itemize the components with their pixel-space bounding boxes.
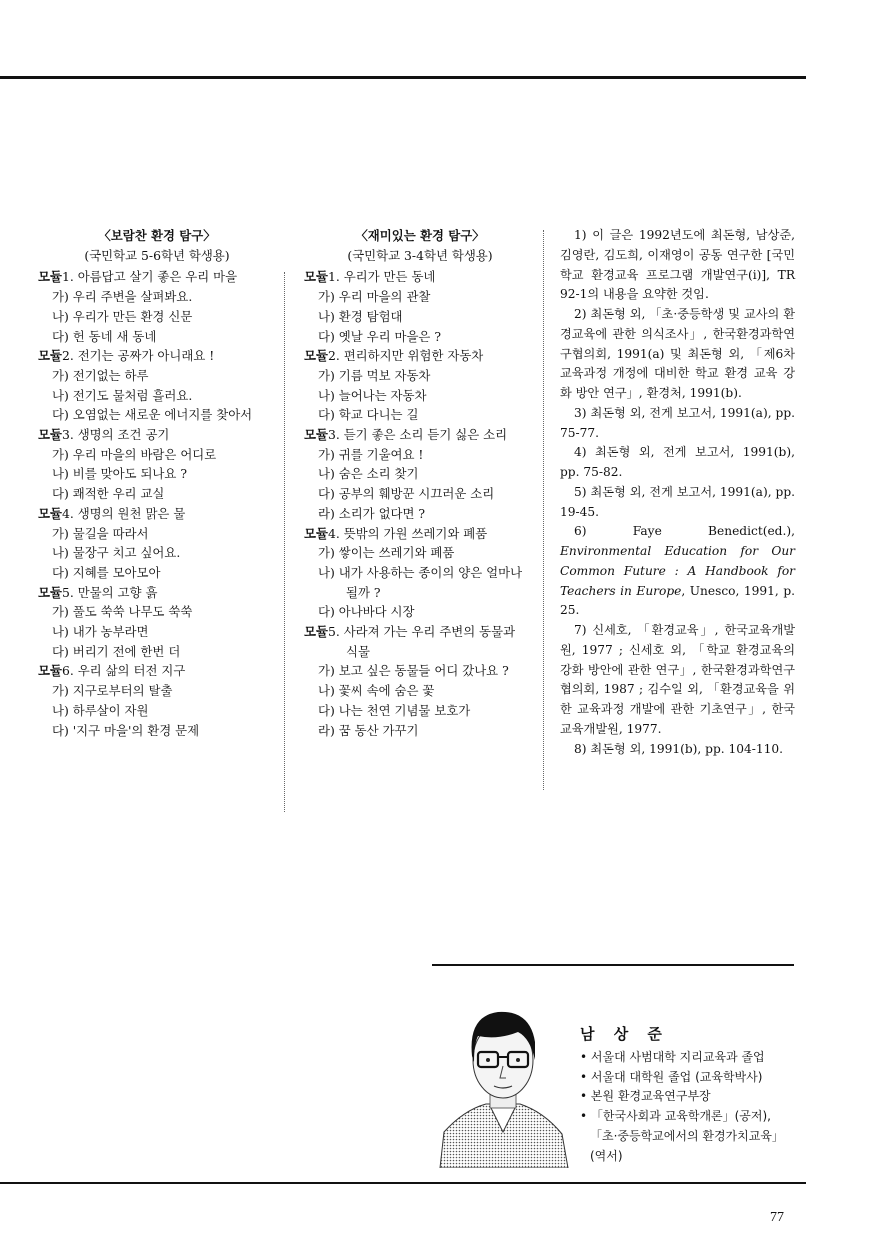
module-item: 가) 전기없는 하루 [52, 367, 149, 383]
module-title: 4. 뜻밖의 가원 쓰레기와 폐품 [327, 525, 488, 541]
page-number: 77 [770, 1210, 784, 1225]
module-item: 나) 늘어나는 자동차 [318, 387, 427, 403]
footnote: 1) 이 글은 1992년도에 최돈형, 남상준, 김영란, 김도희, 이재영이 공동 연구한 [국민학교 환경교육 프로그램 개발연구(i)], TR 92-1의 내용을 요약한 것임. [560, 228, 795, 302]
footnote-book-title: Environmental Education for Our Common Future : A Handbook for Teachers in Europe [560, 544, 795, 598]
module-item: 다) '지구 마을'의 환경 문제 [52, 722, 200, 738]
module-label: 모듈 [304, 348, 328, 364]
column-divider [284, 272, 285, 812]
module-title: 5. 사라져 가는 우리 주변의 동물과 [327, 624, 516, 640]
bio-line: 「초·중등학교에서의 환경가치교육」 [590, 1128, 784, 1143]
module-item: 가) 우리 마을의 바람은 어디로 [52, 446, 217, 462]
module-item: 나) 비를 맞아도 되나요 ? [52, 466, 187, 482]
module-item: 라) 소리가 없다면 ? [318, 505, 426, 521]
module-lines [38, 267, 276, 740]
module-item: 가) 귀를 기울여요 ! [318, 446, 424, 462]
module-title: 1. 우리가 만든 동네 [327, 269, 436, 285]
module-item: 나) 환경 탐험대 [318, 308, 403, 324]
column-divider [543, 230, 544, 790]
module-item: 가) 보고 싶은 동물들 어디 갔나요 ? [318, 663, 509, 679]
column-subtitle: (국민학교 5-6학년 학생용) [84, 247, 230, 263]
module-item: 다) 옛날 우리 마을은 ? [318, 328, 441, 344]
module-item: 나) 내가 농부라면 [52, 624, 149, 640]
module-title: 3. 듣기 좋은 소리 듣기 싫은 소리 [327, 427, 508, 443]
bio-line: • 「한국사회과 교육학개론」(공저), [580, 1109, 771, 1124]
module-item: 가) 우리 마을의 관찰 [318, 289, 431, 305]
module-item: 다) 공부의 훼방꾼 시끄러운 소리 [318, 486, 495, 502]
bio-line: (역서) [590, 1148, 623, 1163]
author-name: 남 상 준 [580, 1025, 669, 1043]
module-heading [304, 524, 536, 544]
module-heading [38, 267, 276, 287]
module-item: 다) 학교 다니는 길 [318, 407, 419, 423]
module-title: 4. 생명의 원천 맑은 물 [61, 505, 186, 521]
module-title: 3. 생명의 조건 공기 [61, 427, 170, 443]
module-label: 모듈 [38, 663, 62, 679]
module-item: 나) 하루살이 자원 [52, 702, 149, 718]
column-subtitle: (국민학교 3-4학년 학생용) [347, 247, 493, 263]
module-item: 나) 우리가 만든 환경 신문 [52, 308, 193, 324]
footnotes [560, 226, 795, 759]
footnote: 5) 최돈형 외, 전게 보고서, 1991(a), pp. 19-45. [560, 484, 795, 519]
module-item: 다) 아나바다 시장 [318, 604, 415, 620]
module-item: 식물 [346, 643, 370, 659]
module-heading [38, 504, 276, 524]
module-item: 가) 풀도 쑥쑥 나무도 쑥쑥 [52, 604, 193, 620]
bio-rule [432, 964, 794, 966]
footnote [560, 522, 795, 621]
module-title: 2. 편리하지만 위험한 자동차 [327, 348, 484, 364]
module-item: 가) 지구로부터의 탈출 [52, 683, 173, 699]
module-label: 모듈 [304, 427, 328, 443]
module-item: 나) 전기도 물처럼 흘러요. [52, 387, 193, 403]
module-title: 1. 아름답고 살기 좋은 우리 마을 [61, 269, 238, 285]
module-item: 나) 꽃씨 속에 숨은 꽃 [318, 683, 435, 699]
module-item: 가) 우리 주변을 살펴봐요. [52, 289, 193, 305]
module-label: 모듈 [38, 584, 62, 600]
bio-line: • 서울대 사범대학 지리교육과 졸업 [580, 1049, 765, 1064]
module-item: 다) 버리기 전에 한번 더 [52, 643, 181, 659]
footnote: 8) 최돈형 외, 1991(b), pp. 104-110. [574, 741, 784, 756]
column-title: 〈재미있는 환경 탐구〉 [355, 228, 485, 243]
module-label: 모듈 [304, 525, 328, 541]
footnote-text: 6) Faye Benedict(ed.), [574, 524, 795, 539]
module-item: 가) 쌓이는 쓰레기와 폐품 [318, 545, 455, 561]
module-heading [38, 425, 276, 445]
module-item: 다) 오염없는 새로운 에너지를 찾아서 [52, 407, 253, 423]
module-heading [304, 346, 536, 366]
module-heading [38, 346, 276, 366]
module-item: 가) 물길을 따라서 [52, 525, 149, 541]
module-item: 다) 헌 동네 새 동네 [52, 328, 157, 344]
module-lines [304, 267, 536, 740]
footnote-text: , Unesco, 1991, p. 25. [560, 583, 795, 618]
bio-line: • 본원 환경교육연구부장 [580, 1089, 711, 1104]
module-label: 모듈 [38, 427, 62, 443]
module-label: 모듈 [38, 269, 62, 285]
footnote: 3) 최돈형 외, 전게 보고서, 1991(a), pp. 75-77. [560, 405, 795, 440]
module-item: 라) 꿈 동산 가꾸기 [318, 722, 419, 738]
top-rule [0, 76, 806, 79]
author-photo [434, 982, 572, 1168]
author-bio [580, 1025, 784, 1167]
module-title: 2. 전기는 공짜가 아니래요 ! [61, 348, 215, 364]
module-label: 모듈 [304, 269, 328, 285]
module-heading [304, 267, 536, 287]
module-item: 될까 ? [346, 584, 381, 600]
module-item: 다) 지혜를 모아모아 [52, 564, 161, 580]
module-item: 다) 나는 천연 기념물 보호가 [318, 702, 471, 718]
module-item: 나) 숨은 소리 찾기 [318, 466, 419, 482]
module-item: 가) 기름 먹보 자동차 [318, 367, 431, 383]
module-heading [304, 425, 536, 445]
footnote: 2) 최돈형 외, 「초·중등학생 및 교사의 환경교육에 관한 의식조사」, 한국환경과학연구협의회, 1991(a) 및 최돈형 외, 「제6차 교육과정 개정에 대비한 학교 환경 교육 강화 방안 연구」, 환경처, 1991(b). [560, 307, 795, 400]
bio-line: • 서울대 대학원 졸업 (교육학박사) [580, 1069, 763, 1084]
module-title: 6. 우리 삶의 터전 지구 [61, 663, 186, 679]
module-list-grade-5-6 [38, 226, 276, 740]
module-heading [38, 661, 276, 681]
bottom-rule [0, 1182, 806, 1184]
module-title: 5. 만물의 고향 흙 [61, 584, 158, 600]
module-heading [304, 622, 536, 642]
column-title: 〈보람찬 환경 탐구〉 [98, 228, 216, 243]
module-label: 모듈 [38, 505, 62, 521]
footnote: 7) 신세호, 「환경교육」, 한국교육개발원, 1977 ; 신세호 외, 「학교 환경교육의 강화 방안에 관한 연구」, 한국환경과학연구협의회, 1987 ; 김수일 외, 「환경교육을 위한 교육과정 개발에 관한 기초연구」, 한국교육개발원, 1977. [560, 623, 795, 736]
module-heading [38, 583, 276, 603]
module-label: 모듈 [38, 348, 62, 364]
footnote: 4) 최돈형 외, 전게 보고서, 1991(b), pp. 75-82. [560, 445, 795, 479]
module-item: 나) 물장구 치고 싶어요. [52, 545, 181, 561]
module-label: 모듈 [304, 624, 328, 640]
module-list-grade-3-4 [304, 226, 536, 740]
module-item: 나) 내가 사용하는 종이의 양은 얼마나 [318, 564, 523, 580]
module-item: 다) 쾌적한 우리 교실 [52, 486, 165, 502]
